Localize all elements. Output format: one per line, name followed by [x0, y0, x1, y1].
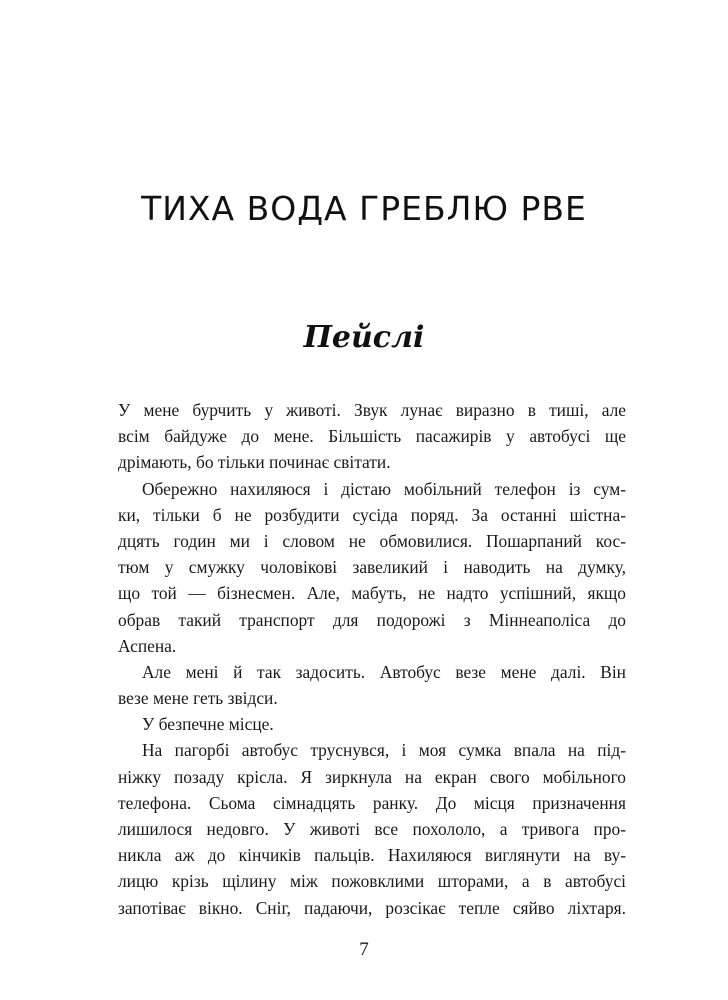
text-line: Обережно нахиляюся і дістаю мобільний телефон із сум-: [142, 478, 626, 499]
text-line: лицю крізь щілину між пожовклими шторами, а в автобусі: [118, 871, 626, 892]
text-line: Але мені й так задосить. Автобус везе мене далі. Він: [142, 661, 626, 682]
text-line: телефона. Сьома сімнадцять ранку. До місця призначення: [118, 792, 626, 813]
text-line: ки, тільки б не розбудити сусіда поряд. За останні шістна-: [118, 504, 626, 525]
text-line: дрімають, бо тільки починає світати.: [118, 452, 391, 473]
text-line: дцять годин ми і словом не обмовилися. Пошарпаний кос-: [118, 530, 626, 551]
text-line: обрав такий транспорт для подорожі з Міннеаполіса до: [118, 609, 626, 630]
narrator-heading: Пейслі: [303, 320, 425, 355]
text-line: ніжку позаду крісла. Я зиркнула на екран свого мобільного: [118, 766, 626, 787]
text-line: Аспена.: [118, 635, 177, 656]
text-line: никла аж до кінчиків пальців. Нахиляюся виглянути на ву-: [118, 845, 626, 866]
text-line: У мене бурчить у животі. Звук лунає виразно в тиші, але: [118, 400, 626, 420]
text-line: тюм у смужку чоловікові завеликий і наводить на думку,: [118, 557, 626, 578]
text-line: всім байдуже до мене. Більшість пасажирів у автобусі ще: [118, 426, 626, 447]
chapter-title: ТИХА ВОДА ГРЕБЛЮ РВЕ: [141, 189, 587, 228]
text-line: везе мене геть звідси.: [118, 688, 278, 709]
text-line: запотіває вікно. Сніг, падаючи, розсікає тепле сяйво ліхтаря.: [118, 897, 626, 918]
body-text: [118, 397, 626, 921]
text-line: що той — бізнесмен. Але, мабуть, не надто успішний, якщо: [118, 583, 626, 604]
text-line: На пагорбі автобус труснувся, і моя сумка впала на під-: [142, 740, 626, 761]
page-number: 7: [359, 939, 369, 960]
text-line: лишилося недовго. У животі все похололо, а тривога про-: [118, 819, 626, 839]
text-line: У безпечне місце.: [142, 714, 274, 735]
